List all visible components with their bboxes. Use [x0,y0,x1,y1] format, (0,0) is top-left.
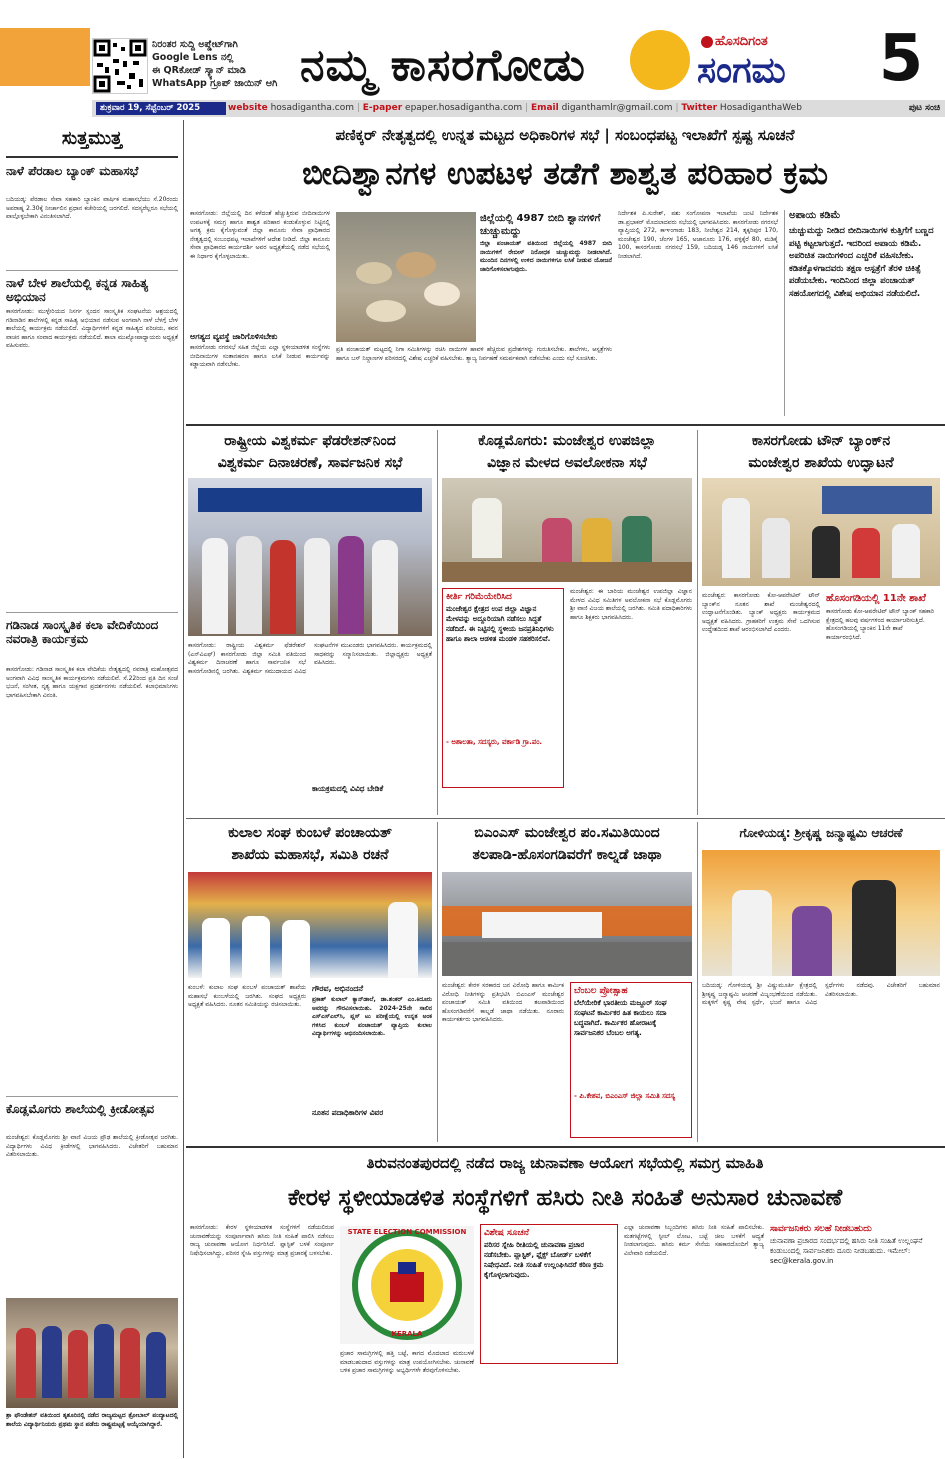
lead-body-col2: ಪ್ರತಿ ಪಂಚಾಯತ್ ಮಟ್ಟದಲ್ಲಿ ನಿಗಾ ಸಮಿತಿಗಳನ್ನು ರಚಿಸಿ ನಾಯಿಗಳ ಹಾವಳಿ ಹೆಚ್ಚಿರುವ ಪ್ರದೇಶಗಳನ್ನು ಗುರುತಿಸಬೇಕು. ಶಾಲೆಗಳು, ಆಸ್ಪತ್ರೆಗಳು ಹಾಗೂ ಬಸ್ ನಿಲ್ದಾಣಗಳ ಪರಿಸರದಲ್ಲಿ ವಿಶೇಷ ಎಚ್ಚರಿಕೆ ವಹಿಸಬೇಕು. ತ್ಯಾಜ್ಯ ನಿರ್ವಹಣೆ ಸಮರ್ಪಕವಾಗಿ ನಡೆಸಬೇಕು ಎಂದು ಸಭೆ ಸೂಚಿಸಿತು. [336,346,612,362]
lead-box-title: ಅಪಾಯ ಕಡಿಮೆ [789,210,841,221]
story-janmashtami [702,822,940,1142]
story-headline: ಶಾಖೆಯ ಮಹಾಸಭೆ, ಸಮಿತಿ ರಚನೆ [231,847,389,863]
sidebar-heading: ನಾಳೆ ಪೆರಡಾಲ ಬ್ಯಾಂಕ್ ಮಹಾಸಭೆ [6,164,139,178]
support-box-title: ಬೆಂಬಲ ಪ್ರೋತ್ಸಾಹ [574,986,628,996]
masthead-orange-block [0,28,90,86]
contact-line: website hosadigantha.com | E-paper epaper.hosadigantha.com | Email diganthamlr@gmail.com | Twitter HosadiganthaWeb [228,103,802,113]
story-body: ಕುಂಬಳೆ: ಕುಲಾಲ ಸಂಘ ಕುಂಬಳೆ ಪಂಚಾಯತ್ ಶಾಖೆಯ ಮಹಾಸಭೆ ಕುಂಬಳೆಯಲ್ಲಿ ಜರಗಿತು. ಸಂಘದ ಅಧ್ಯಕ್ಷರು ಅಧ್ಯಕ್ಷತೆ ವಹಿಸಿದರು. ನೂತನ ಸಮಿತಿಯನ್ನು ರಚಿಸಲಾಯಿತು. [188,984,306,1009]
story-headline: ಬಿಎಂಎಸ್ ಮಂಜೇಶ್ವರ ಪಂ.ಸಮಿತಿಯಿಂದ [474,825,660,841]
story-body: ಮಂಜೇಶ್ವರ: ಕೇರಳ ಸರಕಾರದ ಜನ ವಿರೋಧಿ ಹಾಗೂ ಕಾರ್ಮಿಕ ವಿರೋಧಿ ನೀತಿಗಳನ್ನು ಪ್ರತಿಭಟಿಸಿ ಬಿಎಂಎಸ್ ಮಂಜೇಶ್ವರ ಪಂಚಾಯತ್ ಸಮಿತಿ ವತಿಯಿಂದ ತಲಪಾಡಿಯಿಂದ ಹೊಸಂಗಡಿವರೆಗೆ ಕಾಲ್ನಡೆ ಜಾಥಾ ನಡೆಯಿತು. ನೂರಾರು ಕಾರ್ಯಕರ್ತರು ಭಾಗವಹಿಸಿದರು. [442,982,564,1024]
story-bms [442,822,692,1142]
science-fair-photo [442,478,692,582]
branch-box [826,592,940,812]
lamp-logo-icon [701,36,713,48]
story-headline: ವಿಜ್ಞಾನ ಮೇಳದ ಅವಲೋಕನಾ ಸಭೆ [487,455,647,471]
twitter-label: Twitter [681,103,718,113]
sidebar-body: ಕಾಸರಗೋಡು: ಗಡಿನಾಡ ಸಾಂಸ್ಕೃತಿಕ ಕಲಾ ವೇದಿಕೆಯ ನೇತೃತ್ವದಲ್ಲಿ ನವರಾತ್ರಿ ಮಹೋತ್ಸವದ ಅಂಗವಾಗಿ ವಿವಿಧ ಸಾಂಸ್ಕೃತಿಕ ಕಾರ್ಯಕ್ರಮಗಳು ನಡೆಯಲಿವೆ. ಸೆ.22ರಿಂದ ಪ್ರತಿ ದಿನ ಸಂಜೆ ಭಜನೆ, ಸಂಗೀತ, ನೃತ್ಯ ಹಾಗೂ ಯಕ್ಷಗಾನ ಪ್ರದರ್ಶನಗಳು ನಡೆಯಲಿವೆ. ಕಲಾಭಿಮಾನಿಗಳು ಭಾಗವಹಿಸಬೇಕಾಗಿ ವಿನಂತಿ. [6,666,178,699]
qr-code-icon[interactable] [92,38,148,94]
kirti-box-sign: - ಅಶಾಲತಾ, ಸದಸ್ಯರು, ವರ್ಕಾಡಿ ಗ್ರಾ.ಪಂ. [446,738,543,746]
sidebar-body: ಮಂಜೇಶ್ವರ: ಕೊಡ್ಲಮೊಗರು ಶ್ರೀ ವಾಣಿ ವಿಜಯ ಪ್ರೌಢ ಶಾಲೆಯಲ್ಲಿ ಕ್ರೀಡೋತ್ಸವ ಜರಗಿತು. ವಿದ್ಯಾರ್ಥಿಗಳು ವಿವಿಧ ಕ್ರೀಡೆಗಳಲ್ಲಿ ಭಾಗವಹಿಸಿದರು. ವಿಜೇತರಿಗೆ ಬಹುಮಾನ ವಿತರಿಸಲಾಯಿತು. [6,1134,178,1159]
story-headline: ಕುಲಾಲ ಸಂಘ ಕುಂಬಳೆ ಪಂಚಾಯತ್ [228,825,392,841]
bottom-kicker: ತಿರುವನಂತಪುರದಲ್ಲಿ ನಡೆದ ರಾಜ್ಯ ಚುನಾವಣಾ ಆಯೋಗ ಸಭೆಯಲ್ಲಿ ಸಮಗ್ರ ಮಾಹಿತಿ [366,1154,764,1172]
qr-caption-line: Google Lens ನಲ್ಲಿ [152,52,234,63]
lead-subhead: ಅಗತ್ಯದ ವ್ಯವಸ್ಥೆ ಜಾರಿಗೊಳಿಸಬೇಕು [190,332,278,341]
epaper-label: E-paper [362,103,403,113]
suggestion-box-body: ಚುನಾವಣಾ ಪ್ರಚಾರದ ಸಂದರ್ಭದಲ್ಲಿ ಹಸಿರು ನೀತಿ ಸಂಹಿತೆ ಉಲ್ಲಂಘನೆ ಕಂಡುಬಂದಲ್ಲಿ ಸಾರ್ವಜನಿಕರು ದೂರು ನೀಡಬಹುದು. ಇಮೇಲ್: sec@kerala.gov.in [770,1237,923,1265]
story-headline: ಗೋಳಿಯಡ್ಕ: ಶ್ರೀಕೃಷ್ಣ ಜನ್ಮಾಷ್ಟಮಿ ಆಚರಣೆ [739,826,903,840]
sidebar [6,120,178,1458]
story-body: ಮಂಜೇಶ್ವರ: ಈ ಬಾರಿಯ ಮಂಜೇಶ್ವರ ಉಪಜಿಲ್ಲಾ ವಿಜ್ಞಾನ ಮೇಳದ ವಿವಿಧ ಸಮಿತಿಗಳ ಅವಲೋಕನಾ ಸಭೆ ಕೊಡ್ಲಮೊಗರು ಶ್ರೀ ವಾಣಿ ವಿಜಯ ಶಾಲೆಯಲ್ಲಿ ಜರಗಿತು. ಸಮಿತಿ ಪದಾಧಿಕಾರಿಗಳು ಹಾಗೂ ಶಿಕ್ಷಕರು ಭಾಗವಹಿಸಿದರು. [570,588,692,621]
sidebar-column-title: ಸುತ್ತಮುತ್ತ [61,128,123,149]
page-label: ಪುಟ ಸಂಚಿ [908,103,940,113]
brand-name: ಹೊಸದಿಗಂತ [715,34,768,49]
twitter-link[interactable]: HosadiganthaWeb [719,103,802,113]
bottom-headline: ಕೇರಳ ಸ್ಥಳೀಯಾಡಳಿತ ಸಂಸ್ಥೆಗಳಿಗೆ ಹಸಿರು ನೀತಿ ಸಂಹಿತೆ ಅನುಸಾರ ಚುನಾವಣೆ [287,1185,843,1211]
story-science-fair [442,430,692,815]
election-commission-logo [340,1226,474,1344]
throwball-team-photo [6,1298,178,1408]
bottom-body-col2: ಪ್ರಚಾರ ಸಾಮಗ್ರಿಗಳಲ್ಲಿ ಹತ್ತಿ ಬಟ್ಟೆ, ಕಾಗದ ಮೊದಲಾದ ಮರುಬಳಕೆ ಮಾಡಬಹುದಾದ ವಸ್ತುಗಳನ್ನು ಮಾತ್ರ ಉಪಯೋಗಿಸಬೇಕು. ಚುನಾವಣೆ ಬಳಿಕ ಪ್ರಚಾರ ಸಾಮಗ್ರಿಗಳನ್ನು ಅಭ್ಯರ್ಥಿಗಳೇ ತೆರವುಗೊಳಿಸಬೇಕು. [340,1350,474,1375]
qr-caption [152,38,292,90]
epaper-link[interactable]: epaper.hosadigantha.com [405,103,523,113]
email-label: Email [530,103,559,113]
kirti-box-title: ಕೀರ್ತಿ ಗರಿಮೆಯೇರಿಸಿದ [446,592,512,602]
supplement-name: ಸಂಗಮ [697,50,786,91]
story-town-bank [702,430,940,815]
masthead [0,0,945,113]
sidebar-heading: ಕೊಡ್ಲಮೊಗರು ಶಾಲೆಯಲ್ಲಿ ಕ್ರೀಡೋತ್ಸವ [6,1102,155,1116]
story-headline: ಕಾಸರಗೋಡು ಟೌನ್ ಬ್ಯಾಂಕ್‌ನ [751,433,891,449]
lead-headline: ಬೀದಿಶ್ವಾನಗಳ ಉಪಟಳ ತಡೆಗೆ ಶಾಶ್ವತ ಪರಿಹಾರ ಕ್ರಮ [302,156,828,192]
sidebar-heading: ಗಡಿನಾಡ ಸಾಂಸ್ಕೃತಿಕ ಕಲಾ ವೇದಿಕೆಯಿಂದ ನವರಾತ್ರಿ ಕಾರ್ಯಕ್ರಮ [6,618,159,646]
bottom-body-col3: ಎಲ್ಲಾ ಚುನಾವಣಾ ಸಿಬ್ಬಂದಿಗಳು ಹಸಿರು ನೀತಿ ಸಂಹಿತೆ ಪಾಲಿಸಬೇಕು. ಮತಗಟ್ಟೆಗಳಲ್ಲಿ ಸ್ಟೀಲ್ ಲೋಟ, ಬಟ್ಟೆ ಚೀಲ ಬಳಕೆಗೆ ಆದ್ಯತೆ ನೀಡಲಾಗುವುದು. ಹಸಿರು ಕರ್ಮ ಸೇನೆಯ ಸಹಕಾರದೊಂದಿಗೆ ತ್ಯಾಜ್ಯ ವಿಲೇವಾರಿ ನಡೆಯಲಿದೆ. [624,1224,764,1257]
dog-photo [336,212,476,342]
story-body: ಮಂಜೇಶ್ವರ: ಕಾಸರಗೋಡು ಕೋ-ಆಪರೇಟಿವ್ ಟೌನ್ ಬ್ಯಾಂಕ್‌ನ ನೂತನ ಶಾಖೆ ಮಂಜೇಶ್ವರದಲ್ಲಿ ಉದ್ಘಾಟನೆಗೊಂಡಿತು. ಬ್ಯಾಂಕ್ ಅಧ್ಯಕ್ಷರು ಕಾರ್ಯಕ್ರಮದ ಅಧ್ಯಕ್ಷತೆ ವಹಿಸಿದರು. ಗ್ರಾಹಕರಿಗೆ ಉತ್ತಮ ಸೇವೆ ಒದಗಿಸುವ ಉದ್ದೇಶದಿಂದ ಶಾಖೆ ಆರಂಭಿಸಲಾಗಿದೆ ಎಂದರು. [702,592,820,634]
lead-body-col3: ನಿರ್ದೇಶಕ ಪಿ.ಸುರೇಶ್, ಪಶು ಸಂಗೋಪನಾ ಇಲಾಖೆಯ ಜಂಟಿ ನಿರ್ದೇಶಕ ಡಾ.ಪ್ರಭಾಕರ್ ಮೊದಲಾದವರು ಸಭೆಯಲ್ಲಿ ಭಾಗವಹಿಸಿದರು. ಕಾಸರಗೋಡು ನಗರಸಭೆ ವ್ಯಾಪ್ತಿಯಲ್ಲಿ 272, ಕಾಞಂಗಾಡು 183, ನೀಲೇಶ್ವರ 214, ತೃಕ್ಕರಿಪುರ 170, ಮಂಜೇಶ್ವರ 190, ಚೆಂಗಳ 165, ಅಜಾನೂರು 176, ಪಳ್ಳಿಕ್ಕೆರೆ 80, ಮಡಿಕೈ 100, ಕಾಸರಗೋಡು ನಗರಸಭೆ 159, ಬದಿಯಡ್ಕ 146 ನಾಯಿಗಳಿಗೆ ಲಸಿಕೆ ನೀಡಲಾಗಿದೆ. [618,210,778,260]
email-link[interactable]: diganthamlr@gmail.com [561,103,673,113]
lead-kicker: ಪಣಿಕ್ಕರ್ ನೇತೃತ್ವದಲ್ಲಿ ಉನ್ನತ ಮಟ್ಟದ ಅಧಿಕಾರಿಗಳ ಸಭೆ | ಸಂಬಂಧಪಟ್ಟ ಇಲಾಖೆಗೆ ಸ್ಪಷ್ಟ ಸೂಚನೆ [335,126,795,144]
story-body: ಬದಿಯಡ್ಕ: ಗೋಳಿಯಡ್ಕ ಶ್ರೀ ವಿಷ್ಣುಮೂರ್ತಿ ಕ್ಷೇತ್ರದಲ್ಲಿ ಶ್ರೀಕೃಷ್ಣ ಜನ್ಮಾಷ್ಟಮಿ ಆಚರಣೆ ವಿಜೃಂಭಣೆಯಿಂದ ನಡೆಯಿತು. ಮಕ್ಕಳಿಗೆ ಕೃಷ್ಣ ವೇಷ ಸ್ಪರ್ಧೆ, ಭಜನೆ ಹಾಗೂ ವಿವಿಧ ಸ್ಪರ್ಧೆಗಳು ನಡೆದವು. ವಿಜೇತರಿಗೆ ಬಹುಮಾನ ವಿತರಿಸಲಾಯಿತು. [702,982,940,1007]
website-label: website [228,103,268,113]
bottom-body-col1: ಕಾಸರಗೋಡು: ಕೇರಳ ಸ್ಥಳೀಯಾಡಳಿತ ಸಂಸ್ಥೆಗಳಿಗೆ ನಡೆಯಲಿರುವ ಚುನಾವಣೆಯನ್ನು ಸಂಪೂರ್ಣವಾಗಿ ಹಸಿರು ನೀತಿ ಸಂಹಿತೆ ಪಾಲಿಸಿ ನಡೆಸಲು ರಾಜ್ಯ ಚುನಾವಣಾ ಆಯೋಗ ನಿರ್ಧರಿಸಿದೆ. ಪ್ಲಾಸ್ಟಿಕ್ ಬಳಕೆ ಸಂಪೂರ್ಣ ನಿಷೇಧಿಸಲಾಗಿದ್ದು, ಪರಿಸರ ಸ್ನೇಹಿ ವಸ್ತುಗಳನ್ನು ಮಾತ್ರ ಪ್ರಚಾರಕ್ಕೆ ಬಳಸಬೇಕು. [190,1224,334,1257]
sidebar-body: ಬದಿಯಡ್ಕ: ಪೆರಡಾಲ ಸೇವಾ ಸಹಕಾರಿ ಬ್ಯಾಂಕಿನ ವಾರ್ಷಿಕ ಮಹಾಸಭೆಯು ಸೆ.20ರಂದು ಅಪರಾಹ್ನ 2.30ಕ್ಕೆ ನೀರ್ಚಾಲಿನ ಪ್ರಧಾನ ಕಚೇರಿಯಲ್ಲಿ ಜರಗಲಿದೆ. ಸದಸ್ಯರೆಲ್ಲರೂ ಸಭೆಯಲ್ಲಿ ಪಾಲ್ಗೊಳ್ಳಬೇಕಾಗಿ ವಿನಂತಿಸಲಾಗಿದೆ. [6,196,178,221]
branch-box-body: ಕಾಸರಗೋಡು ಕೋ-ಆಪರೇಟಿವ್ ಟೌನ್ ಬ್ಯಾಂಕ್ ಸಹಕಾರಿ ಕ್ಷೇತ್ರದಲ್ಲಿ ಹಲವು ವರ್ಷಗಳಿಂದ ಕಾರ್ಯಾಚರಿಸುತ್ತಿದೆ. ಹೊಸಂಗಡಿಯಲ್ಲಿ ಬ್ಯಾಂಕಿನ 11ನೇ ಶಾಖೆ ಕಾರ್ಯಾರಂಭಿಸಿದೆ. [826,608,935,641]
special-notice-body: ಪರಿಸರ ಸ್ನೇಹಿ ರೀತಿಯಲ್ಲಿ ಚುನಾವಣಾ ಪ್ರಚಾರ ನಡೆಸಬೇಕು. ಪ್ಲಾಸ್ಟಿಕ್, ಫ್ಲೆಕ್ಸ್ ಬೋರ್ಡ್ ಬಳಕೆಗೆ ನಿಷೇಧವಿದೆ. ನೀತಿ ಸಂಹಿತೆ ಉಲ್ಲಂಘಿಸಿದರೆ ಕಠಿಣ ಕ್ರಮ ಕೈಗೊಳ್ಳಲಾಗುವುದು. [484,1241,604,1279]
vishwakarma-photo [188,478,432,636]
qr-caption-line: ನಿರಂತರ ಸುದ್ದಿ ಅಪ್ಡೇಟ್‌ಗಾಗಿ [152,39,238,50]
story-headline: ರಾಷ್ಟ್ರೀಯ ವಿಶ್ವಕರ್ಮ ಫೆಡರೇಶನ್‌ನಿಂದ [224,433,396,449]
lead-body-col1: ಕಾಸರಗೋಡು: ಜಿಲ್ಲೆಯಲ್ಲಿ ದಿನ ಕಳೆದಂತೆ ಹೆಚ್ಚುತ್ತಿರುವ ಬೀದಿನಾಯಿಗಳ ಉಪಟಳಕ್ಕೆ ಸಮಗ್ರ ಹಾಗೂ ಶಾಶ್ವತ ಪರಿಹಾರ ಕಂಡುಕೊಳ್ಳುವ ನಿಟ್ಟಿನಲ್ಲಿ ಅಗತ್ಯ ಕ್ರಮ ಕೈಗೊಳ್ಳುವಂತೆ ಜಿಲ್ಲಾ ಕಾನೂನು ಸೇವಾ ಪ್ರಾಧಿಕಾರದ ನೇತೃತ್ವದಲ್ಲಿ ಸಂಬಂಧಪಟ್ಟ ಇಲಾಖೆಗಳಿಗೆ ಆದೇಶ ನೀಡಿದೆ. ಜಿಲ್ಲಾ ಕಾನೂನು ಸೇವಾ ಪ್ರಾಧಿಕಾರದ ಕಾರ್ಯದರ್ಶಿ ಅವರ ಅಧ್ಯಕ್ಷತೆಯಲ್ಲಿ ನಡೆದ ಸಭೆಯಲ್ಲಿ ಈ ನಿರ್ಧಾರ ಕೈಗೊಳ್ಳಲಾಯಿತು. [190,210,330,260]
kirti-box [442,588,564,788]
lead-box [784,210,940,416]
special-notice-title: ವಿಶೇಷ ಸೂಚನೆ [484,1228,529,1238]
qr-caption-line: WhatsApp ಗ್ರೂಪ್ ಜಾಯಿನ್ ಆಗಿ [152,78,278,89]
story-vishwakarma [188,430,432,815]
website-link[interactable]: hosadigantha.com [270,103,354,113]
story-headline: ಮಂಜೇಶ್ವರ ಶಾಖೆಯ ಉದ್ಘಾಟನೆ [748,455,894,471]
page-number: 5 [878,22,924,96]
story-subhead: ಗೌರವ, ಅಭಿನಂದನೆ [312,984,364,993]
issue-date: ಶುಕ್ರವಾರ 19, ಸೆಪ್ಟೆಂಬರ್ 2025 [96,102,226,115]
story-headline: ತಲಪಾಡಿ-ಹೊಸಂಗಡಿವರೆಗೆ ಕಾಲ್ನಡೆ ಜಾಥಾ [472,847,662,863]
bms-rally-photo [442,872,692,976]
story-kulala [188,822,432,1142]
brand-block [695,34,855,94]
logo-text-line1: STATE ELECTION COMMISSION [347,1228,467,1236]
town-bank-photo [702,478,940,586]
section-title: ನಮ್ಮ ಕಾಸರಗೋಡು [300,40,586,91]
story-body: ಕಾಸರಗೋಡು: ರಾಷ್ಟ್ರೀಯ ವಿಶ್ವಕರ್ಮ ಫೆಡರೇಶನ್ (ಎನ್‌ವಿಎಫ್) ಕಾಸರಗೋಡು ಜಿಲ್ಲಾ ಸಮಿತಿ ವತಿಯಿಂದ ವಿಶ್ವಕರ್ಮ ದಿನಾಚರಣೆ ಹಾಗೂ ಸಾರ್ವಜನಿಕ ಸಭೆ ಕಾಸರಗೋಡಿನಲ್ಲಿ ಜರಗಿತು. ವಿಶ್ವಕರ್ಮ ಸಮುದಾಯದ ವಿವಿಧ ಸಂಘಟನೆಗಳ ಮುಖಂಡರು ಭಾಗವಹಿಸಿದರು. ಕಾರ್ಯಕ್ರಮದಲ್ಲಿ ಸಾಧಕರನ್ನು ಸನ್ಮಾನಿಸಲಾಯಿತು. ಜಿಲ್ಲಾಧ್ಯಕ್ಷರು ಅಧ್ಯಕ್ಷತೆ ವಹಿಸಿದರು. [188,642,432,675]
support-box [570,982,692,1138]
story-headline: ಕೊಡ್ಲಮೊಗರು: ಮಂಜೇಶ್ವರ ಉಪಜಿಲ್ಲಾ [478,433,656,449]
support-box-body: ಬೆಲೆಯೇರಿಕೆ ಭಾರತೀಯ ಮಜ್ದೂರ್ ಸಂಘ ಸಂಘಟನೆ ಕಾರ್ಮಿಕರ ಹಿತ ಕಾಯಲು ಸದಾ ಬದ್ಧವಾಗಿದೆ. ಕಾರ್ಮಿಕರ ಹೋರಾಟಕ್ಕೆ ಸಾರ್ವಜನಿಕರ ಬೆಂಬಲ ಅಗತ್ಯ. [574,999,667,1037]
sidebar-photo-caption: ಶ್ರಾ ಫೌಂಡೇಶನ್ ವತಿಯಿಂದ ತೃಶೂರಿನಲ್ಲಿ ನಡೆದ ರಾಜ್ಯಮಟ್ಟದ ತ್ರೋಬಾಲ್ ಪಂದ್ಯಾಟದಲ್ಲಿ ಶಾಲೆಯ ವಿದ್ಯಾರ್ಥಿನಿಯರು ಪ್ರಥಮ ಸ್ಥಾನ ಪಡೆದು ರಾಷ್ಟ್ರಮಟ್ಟಕ್ಕೆ ಆಯ್ಕೆಯಾಗಿದ್ದಾರೆ. [6,1412,178,1428]
suggestion-box [770,1224,940,1450]
suggestion-box-title: ಸಾರ್ವಜನಿಕರು ಸಲಹೆ ನೀಡಬಹುದು [770,1224,872,1234]
story-headline: ವಿಶ್ವಕರ್ಮ ದಿನಾಚರಣೆ, ಸಾರ್ವಜನಿಕ ಸಭೆ [217,455,403,471]
lead-box-body: ಚುಚ್ಚುಮದ್ದು ನೀಡಿದ ಬೀದಿನಾಯಿಗಳ ಕುತ್ತಿಗೆಗೆ ಬಣ್ಣದ ಪಟ್ಟಿ ಕಟ್ಟಲಾಗುತ್ತದೆ. ಇದರಿಂದ ಅಪಾಯ ಕಡಿಮೆ. ಅಪರಿಚಿತ ನಾಯಿಗಳಿಂದ ಎಚ್ಚರಿಕೆ ವಹಿಸಬೇಕು. ಕಡಿತಕ್ಕೊಳಗಾದವರು ತಕ್ಷಣ ಆಸ್ಪತ್ರೆಗೆ ತೆರಳಿ ಚಿಕಿತ್ಸೆ ಪಡೆಯಬೇಕು. ಇಂದಿನಿಂದ ಜಿಲ್ಲಾ ಪಂಚಾಯತ್ ಸಹಯೋಗದಲ್ಲಿ ವಿಶೇಷ ಅಭಿಯಾನ ನಡೆಯಲಿದೆ. [789,226,934,299]
logo-text-line2: KERALA [391,1330,423,1338]
lead-body-col1b: ಕಾಸರಗೋಡು ನಗರಸಭೆ ಸಹಿತ ಜಿಲ್ಲೆಯ ಎಲ್ಲಾ ಸ್ಥಳೀಯಾಡಳಿತ ಸಂಸ್ಥೆಗಳು ಬೀದಿನಾಯಿಗಳ ಸಂತಾನಹರಣ ಹಾಗೂ ಲಸಿಕೆ ನೀಡುವ ಕಾರ್ಯವನ್ನು ಕಡ್ಡಾಯವಾಗಿ ನಡೆಸಬೇಕು. [190,344,330,369]
story-body2: ಪ್ರಕಾಶ್ ಕುಲಾಲ್ ಕ್ಯಾನ್‌ಡಾಲೆ, ಡಾ.ಶಂಕರ್ ಎಂ.ಕಿದೂರು ಅವರನ್ನು ಗೌರವಿಸಲಾಯಿತು. 2024-25ನೇ ಸಾಲಿನ ಎಸ್‌ಎಸ್‌ಎಲ್‌ಸಿ, ಪ್ಲಸ್ ಟು ಪರೀಕ್ಷೆಯಲ್ಲಿ ಉನ್ನತ ಅಂಕ ಗಳಿಸಿದ ಕುಂಬಳೆ ಪಂಚಾಯತ್ ವ್ಯಾಪ್ತಿಯ ಕುಲಾಲ ವಿದ್ಯಾರ್ಥಿಗಳನ್ನು ಅಭಿನಂದಿಸಲಾಯಿತು. [312,996,432,1038]
dog-photo-caption-body: ಜಿಲ್ಲಾ ಪಂಚಾಯತ್ ವತಿಯಿಂದ ಜಿಲ್ಲೆಯಲ್ಲಿ 4987 ಬೀದಿ ನಾಯಿಗಳಿಗೆ ರೇಬೀಸ್ ನಿರೋಧಕ ಚುಚ್ಚುಮದ್ದು ನೀಡಲಾಗಿದೆ. ಮುಂದಿನ ದಿನಗಳಲ್ಲಿ ಉಳಿದ ನಾಯಿಗಳಿಗೂ ಲಸಿಕೆ ನೀಡುವ ಯೋಜನೆ ಜಾರಿಗೊಳಿಸಲಾಗುವುದು. [480,240,612,273]
kulala-photo [188,872,432,978]
support-box-sign: - ಪಿ.ಕೇಶವ, ಬಿಎಂಎಸ್ ಜಿಲ್ಲಾ ಸಮಿತಿ ಸದಸ್ಯ [574,1092,676,1100]
sidebar-heading: ನಾಳೆ ಬೇಳ ಶಾಲೆಯಲ್ಲಿ ಕನ್ನಡ ಸಾಹಿತ್ಯ ಅಭಿಯಾನ [6,276,149,304]
qr-caption-line: ಈ QRಕೋಡ್ ಸ್ಕ್ಯಾನ್ ಮಾಡಿ [152,65,246,76]
masthead-yellow-disc [630,30,690,90]
story-subhead: ಕಾಯಕ್ರಮದಲ್ಲಿ ವಿವಿಧ ಬೇಡಿಕೆ [312,784,384,793]
special-notice-box [480,1224,618,1364]
sidebar-body: ಕಾಸರಗೋಡು: ಮುಳ್ಳೇರಿಯದ ನಿಸರ್ಗ ಸ್ಪಂದನ ಸಾಂಸ್ಕೃತಿಕ ಸಂಘಟನೆಯ ಆಶ್ರಯದಲ್ಲಿ ಗಡಿನಾಡಿನ ಶಾಲೆಗಳಲ್ಲಿ ಕನ್ನಡ ಸಾಹಿತ್ಯ ಅಭಿಯಾನ ನಡೆಸುವ ಅಂಗವಾಗಿ ನಾಳೆ ಬೆಳಗ್ಗೆ ಬೇಳ ಶಾಲೆಯಲ್ಲಿ ಕಾರ್ಯಕ್ರಮ ನಡೆಯಲಿದೆ. ವಿದ್ಯಾರ್ಥಿಗಳಿಗೆ ಕನ್ನಡ ಸಾಹಿತ್ಯದ ಪರಿಚಯ, ಕವನ ವಾಚನ ಹಾಗೂ ಸಂವಾದ ಕಾರ್ಯಕ್ರಮ ನಡೆಯಲಿದೆ. ಶಾಲಾ ಮುಖ್ಯೋಪಾಧ್ಯಾಯರು ಅಧ್ಯಕ್ಷತೆ ವಹಿಸುವರು. [6,308,178,350]
dog-photo-caption-title: ಜಿಲ್ಲೆಯಲ್ಲಿ 4987 ಬೀದಿ ಶ್ವಾನಗಳಿಗೆ ಚುಚ್ಚುಮದ್ದು [480,213,601,237]
branch-box-title: ಹೊಸಂಗಡಿಯಲ್ಲಿ 11ನೇ ಶಾಖೆ [826,593,926,604]
story-subhead2: ನೂತನ ಪದಾಧಿಕಾರಿಗಳ ವಿವರ [312,1108,384,1117]
janmashtami-photo [702,850,940,976]
kirti-box-body: ಮಂಜೇಶ್ವರ ಕ್ಷೇತ್ರದ ಉಪ ಜಿಲ್ಲಾ ವಿಜ್ಞಾನ ಮೇಳವನ್ನು ಅದ್ದೂರಿಯಾಗಿ ನಡೆಸಲು ಸಿದ್ಧತೆ ನಡೆದಿದೆ. ಈ ನಿಟ್ಟಿನಲ್ಲಿ ಸ್ಥಳೀಯ ಜನಪ್ರತಿನಿಧಿಗಳು ಹಾಗೂ ಶಾಲಾ ಆಡಳಿತ ಮಂಡಳಿ ಸಹಕರಿಸಲಿವೆ. [446,605,554,643]
